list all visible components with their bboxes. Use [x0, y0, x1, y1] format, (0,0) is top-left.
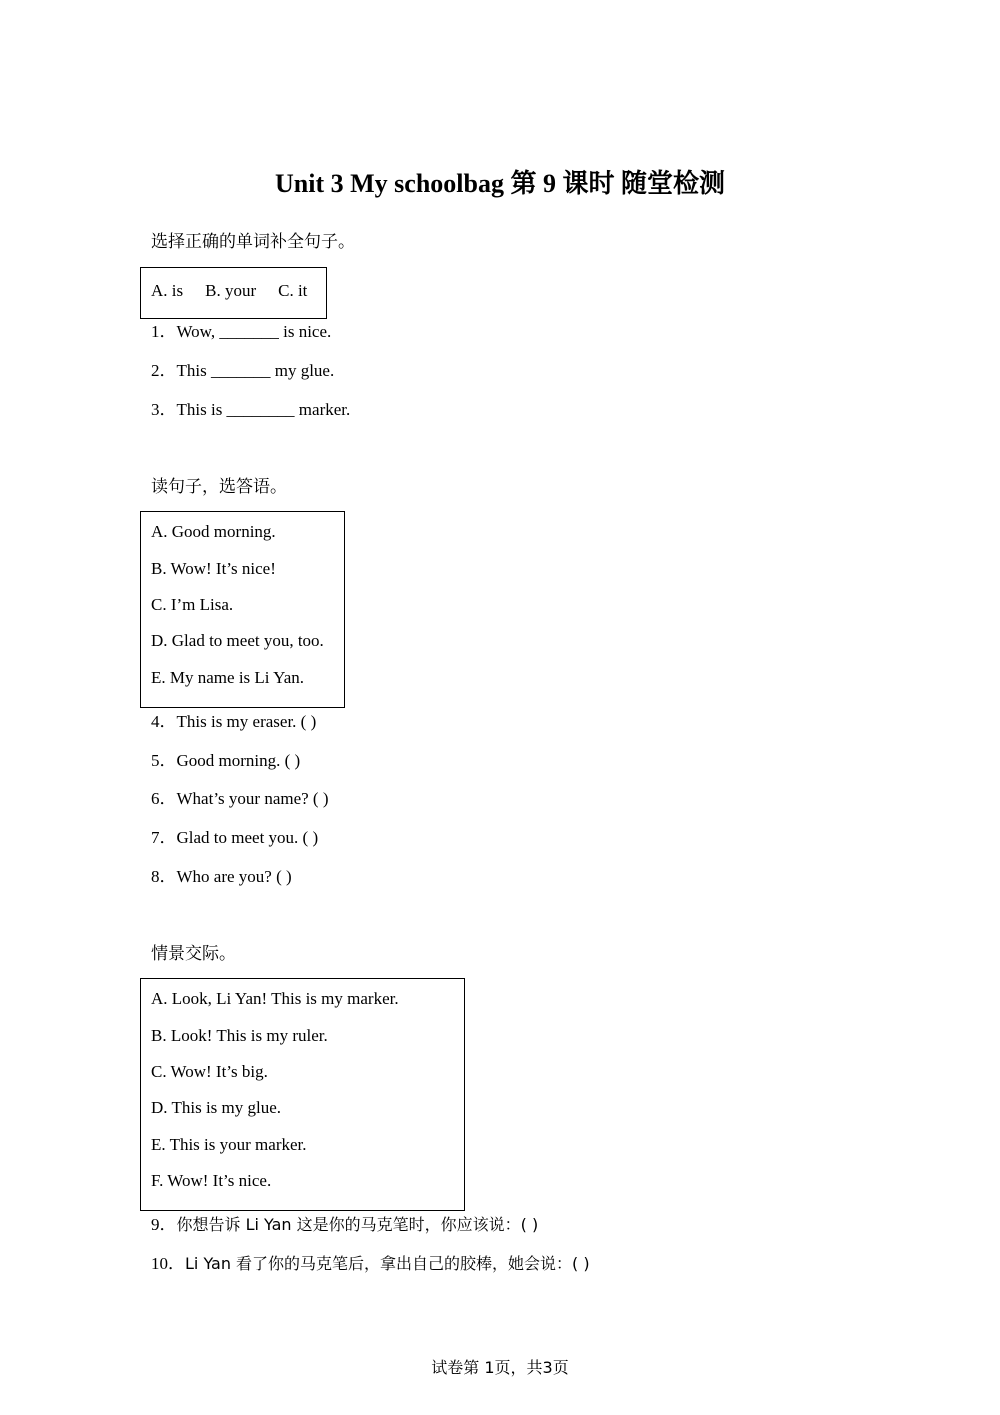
question-4: [151, 710, 316, 734]
option-b: B. your: [205, 281, 257, 300]
option-d: D. Glad to meet you, too.: [151, 631, 324, 650]
question-8: [151, 865, 292, 889]
question-number: 10．: [151, 1254, 185, 1273]
section1-options-box: [140, 267, 327, 319]
question-text: This _______ my glue.: [176, 361, 335, 380]
option-e: E. This is your marker.: [151, 1135, 307, 1154]
question-text: Glad to meet you. ( ): [176, 828, 319, 847]
question-number: 6．: [151, 789, 177, 808]
question-text: Li Yan 看了你的马克笔后，拿出自己的胶棒，她会说：( ): [185, 1254, 590, 1273]
question-2: [151, 359, 334, 383]
option-b: B. Look! This is my ruler.: [151, 1026, 328, 1045]
page-title: Unit 3 My schoolbag 第 9 课时 随堂检测: [275, 169, 725, 198]
question-number: 2．: [151, 361, 177, 380]
section3-options-box: [140, 978, 465, 1211]
question-number: 5．: [151, 751, 177, 770]
option-a: A. Look, Li Yan! This is my marker.: [151, 989, 399, 1008]
option-d: D. This is my glue.: [151, 1098, 282, 1117]
question-text: Who are you? ( ): [176, 867, 292, 886]
question-number: 3．: [151, 400, 177, 419]
question-3: [151, 398, 350, 422]
question-number: 7．: [151, 828, 177, 847]
question-text: 你想告诉 Li Yan 这是你的马克笔时，你应该说：( ): [176, 1215, 539, 1234]
option-a: A. is: [151, 281, 184, 300]
question-number: 1．: [151, 322, 177, 341]
option-b: B. Wow! It’s nice!: [151, 559, 276, 578]
question-number: 4．: [151, 712, 177, 731]
option-e: E. My name is Li Yan.: [151, 668, 304, 687]
question-10: [151, 1252, 590, 1276]
question-1: [151, 320, 331, 344]
option-c: C. it: [278, 281, 308, 300]
question-9: [151, 1213, 538, 1237]
question-7: [151, 826, 318, 850]
section2-options-box: [140, 511, 345, 708]
question-text: Good morning. ( ): [176, 751, 301, 770]
question-text: This is my eraser. ( ): [176, 712, 317, 731]
option-f: F. Wow! It’s nice.: [151, 1171, 272, 1190]
option-a: A. Good morning.: [151, 522, 276, 541]
question-6: [151, 787, 329, 811]
section3-instruction: 情景交际。: [151, 944, 236, 964]
option-c: C. I’m Lisa.: [151, 595, 234, 614]
section1-options-row: [151, 279, 307, 303]
question-number: 8．: [151, 867, 177, 886]
question-text: What’s your name? ( ): [176, 789, 329, 808]
page-number-text: 试卷第 1页，共3页: [431, 1358, 569, 1377]
question-number: 9．: [151, 1215, 177, 1234]
section2-instruction: 读句子，选答语。: [151, 477, 287, 497]
section1-instruction: 选择正确的单词补全句子。: [151, 232, 355, 252]
option-c: C. Wow! It’s big.: [151, 1062, 268, 1081]
question-text: This is ________ marker.: [176, 400, 351, 419]
question-text: Wow, _______ is nice.: [176, 322, 332, 341]
question-5: [151, 749, 300, 773]
page-footer: [0, 1356, 1000, 1380]
